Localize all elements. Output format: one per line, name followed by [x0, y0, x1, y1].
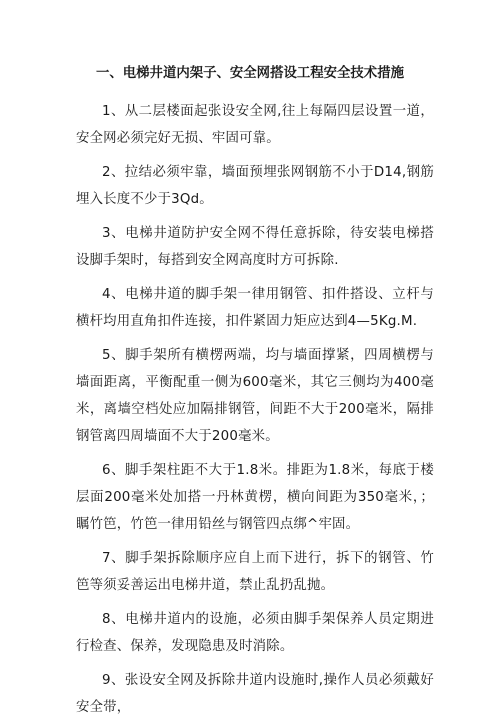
paragraph-8: 8、电梯井道内的设施，必须由脚手架保养人员定期进行检查、保养，发现隐患及时消除。 — [76, 612, 434, 654]
paragraph-3: 3、电梯井道防护安全网不得任意拆除，待安装电梯搭设脚手架时，每搭到安全网高度时方可拆除. — [76, 226, 434, 268]
paragraph-5: 5、脚手架所有横楞两端，均与墙面撑紧，四周横楞与墙面距离，平衡配重一侧为600毫米，其它三侧均为400毫米，离墙空档处应加隔排钢管，间距不大于200毫米，隔排钢管离四周墙面不大于200毫米。 — [76, 348, 434, 444]
paragraph-7: 7、脚手架拆除顺序应自上而下进行，拆下的钢管、竹笆等须妥善运出电梯井道，禁止乱扔乱抛。 — [76, 551, 434, 593]
paragraph-2: 2、拉结必须牢靠，墙面预埋张网钢筋不小于D14,钢筋埋入长度不少于3Qd。 — [76, 165, 434, 207]
document-title: 一、电梯井道内架子、安全网搭设工程安全技术措施 — [96, 66, 404, 81]
paragraph-4: 4、电梯井道的脚手架一律用钢管、扣件搭设、立杆与横杆均用直角扣件连接，扣件紧固力矩应达到4—5Kg.M. — [76, 287, 434, 329]
paragraph-9: 9、张设安全网及拆除井道内设施时,操作人员必须戴好安全带， — [76, 673, 434, 715]
paragraph-1: 1、从二层楼面起张设安全网,往上每隔四层设置一道，安全网必须完好无损、牢固可靠。 — [76, 104, 434, 146]
paragraph-6: 6、脚手架柱距不大于1.8米。排距为1.8米，每底于楼层面200毫米处加搭一丹林黄楞，横向间距为350毫米，；瞩竹笆，竹笆一律用铅丝与钢管四点绑^牢固。 — [76, 463, 434, 532]
